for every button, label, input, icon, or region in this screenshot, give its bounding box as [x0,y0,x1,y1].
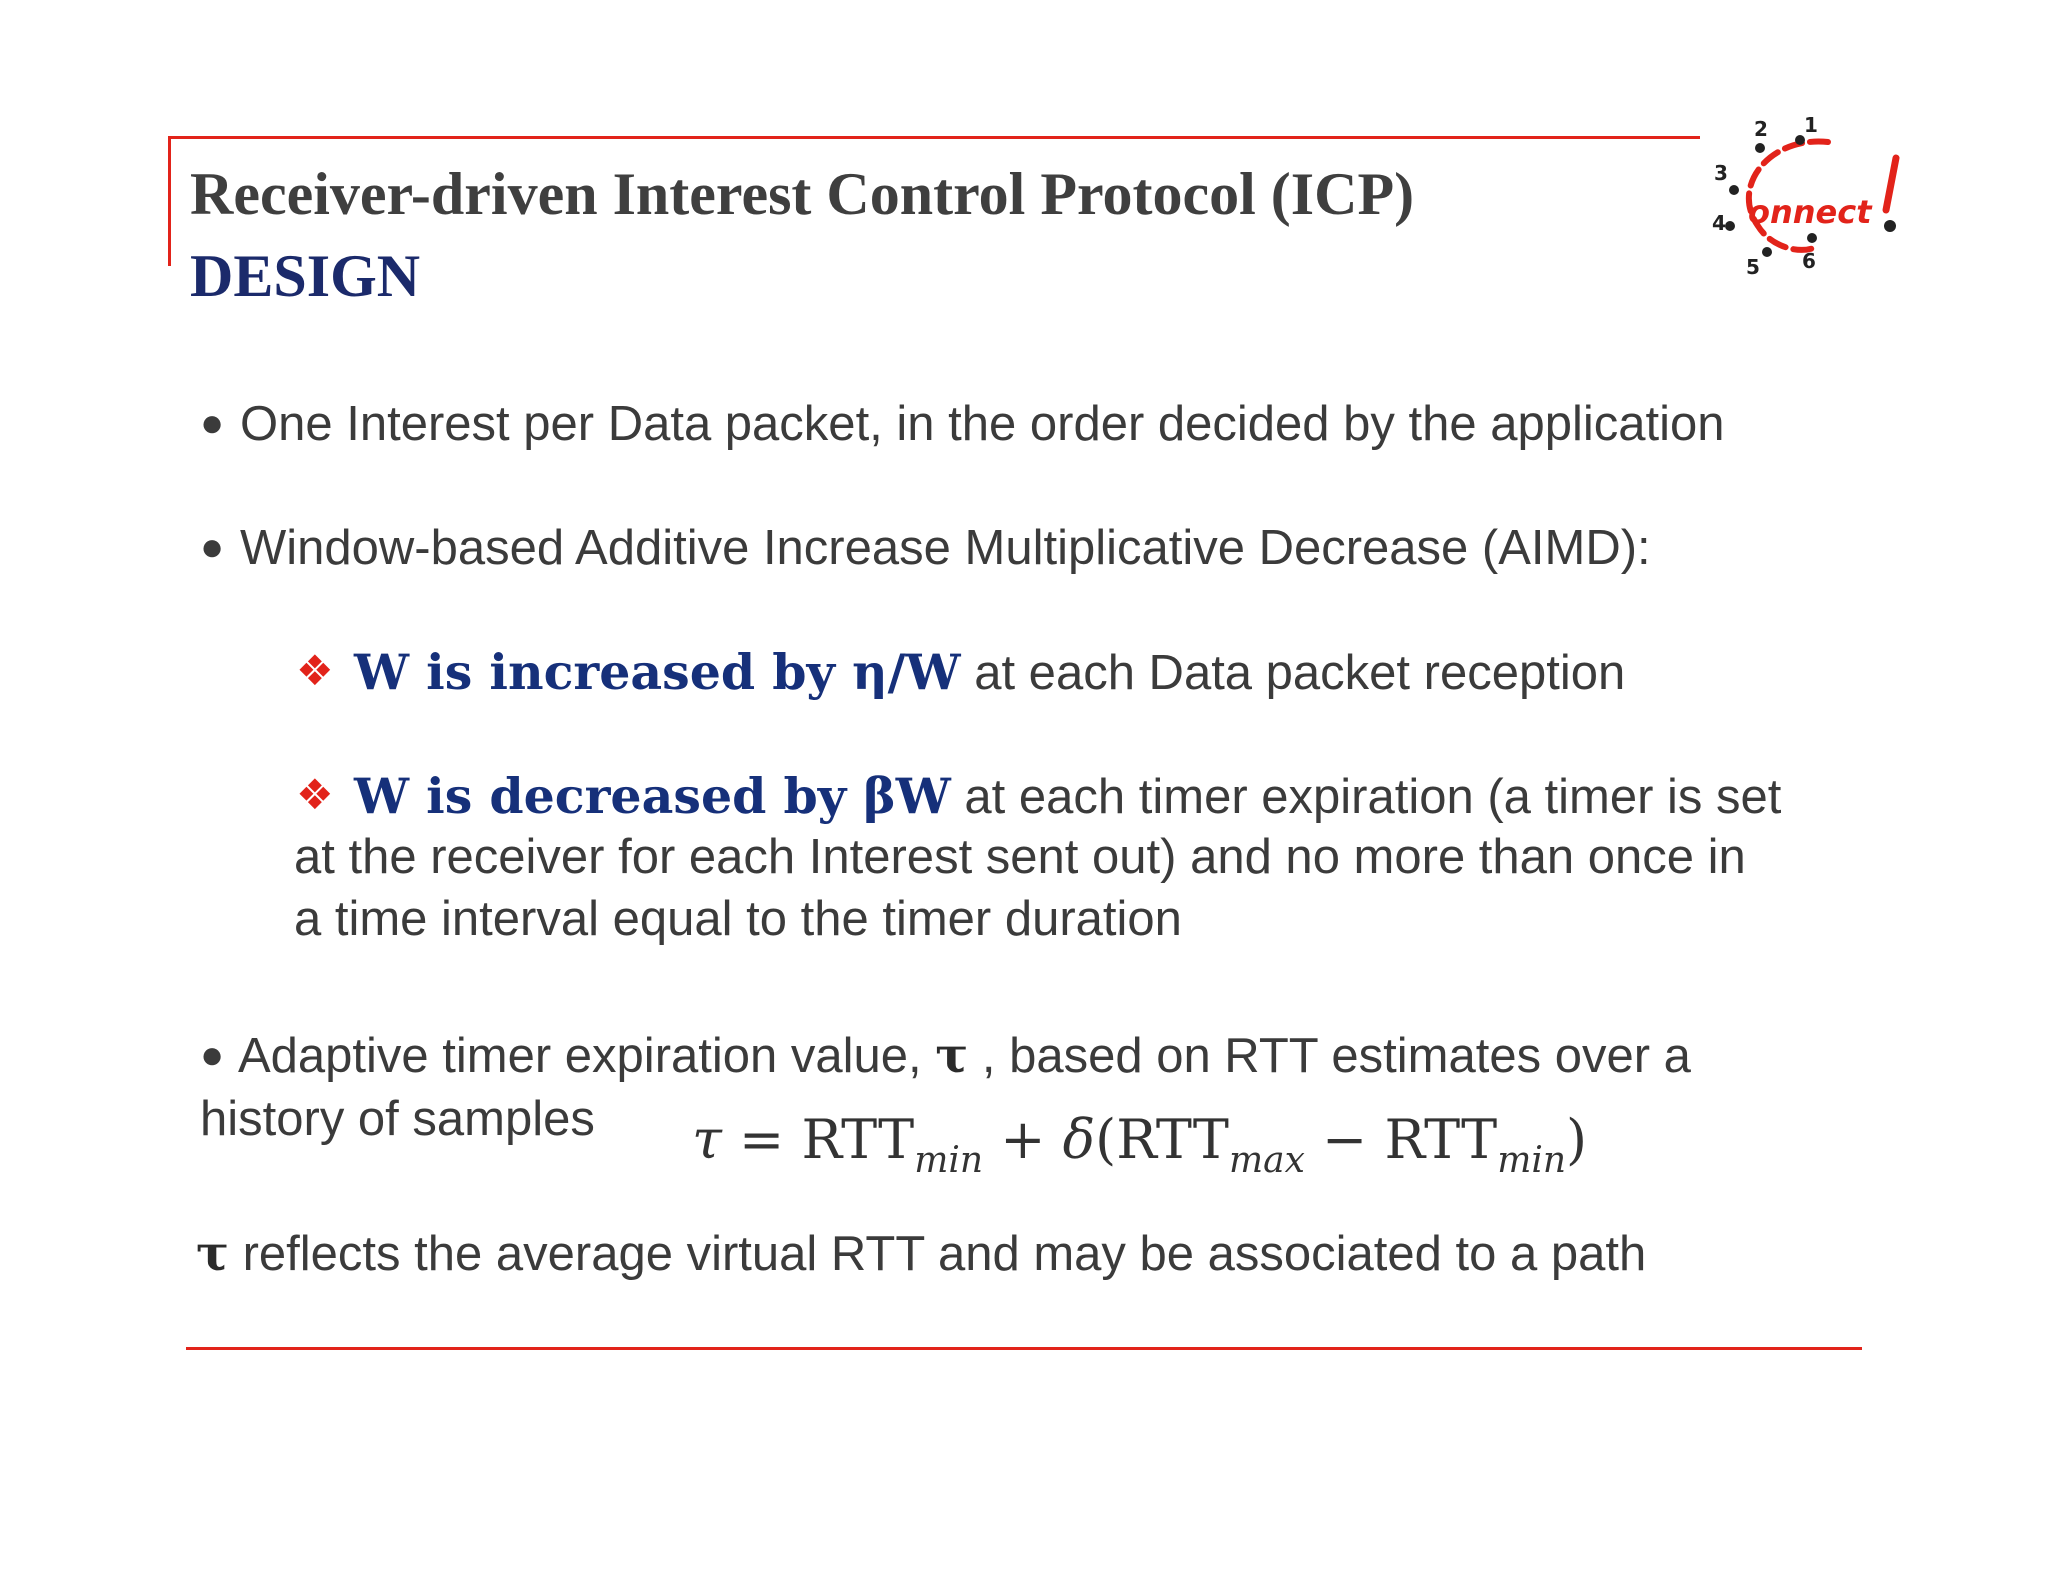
footer-rule [186,1347,1862,1350]
bullet-dot: ● [200,525,225,569]
sub-bullet-text: at each timer expiration (a timer is set [950,770,1782,824]
sub-bullet-text: at each Data packet reception [960,646,1626,700]
header-top-rule [168,136,1701,139]
sub-bullet-emphasis: W is increased by η/W [354,643,961,701]
logo-dot [1725,221,1735,231]
formula-part: ) [1566,1108,1588,1171]
slide-subtitle: DESIGN [190,243,421,309]
logo-number: 6 [1802,249,1816,273]
logo-number: 2 [1754,117,1768,141]
sub-bullet-emphasis: W is decreased by βW [354,767,951,825]
logo-dot [1762,247,1772,257]
tau-note [196,1222,1646,1285]
connect-logo [1700,96,1912,306]
bullet-text: Adaptive timer expiration value, [238,1029,936,1083]
logo-number: 1 [1804,113,1818,137]
formula-lhs: τ [692,1108,722,1171]
formula-subscript: min [914,1140,984,1181]
header-left-rule [168,136,171,266]
tau-symbol: τ [935,1026,969,1084]
formula-part: − RTT [1304,1108,1498,1171]
slide-title: Receiver-driven Interest Control Protocol (ICP) [190,161,1415,227]
sub-bullet-continuation: a time interval equal to the timer duration [294,892,1182,946]
bullet-text: Window-based Additive Increase Multiplicative Decrease (AIMD): [240,521,1651,575]
sub-bullet-continuation: at the receiver for each Interest sent out) and no more than once in [294,830,1746,884]
logo-dot [1729,185,1739,195]
formula-part: + [983,1108,1063,1171]
logo-word: onnect [1748,193,1872,231]
formula-part: (RTT [1095,1108,1229,1171]
logo-dot [1807,233,1817,243]
bullet-item [200,1024,1691,1087]
bullet-continuation: history of samples [200,1092,595,1146]
bullet-text: , based on RTT estimates over a [968,1029,1691,1083]
diamond-bullet-icon: ❖ [296,771,334,818]
bullet-item [200,392,1725,455]
bullet-dot: ● [200,401,225,445]
bullet-text: One Interest per Data packet, in the order decided by the application [240,397,1725,451]
tau-note-text: reflects the average virtual RTT and may be associated to a path [228,1227,1647,1281]
connect-logo-graphic [1700,96,1912,306]
diamond-bullet-icon: ❖ [296,647,334,694]
logo-number: 5 [1746,255,1760,279]
bullet-item [200,516,1651,579]
formula-part: = RTT [721,1108,915,1171]
logo-number: 3 [1714,161,1728,185]
logo-exclamation [1886,158,1896,210]
formula-subscript: min [1497,1140,1567,1181]
sub-bullet-item [296,764,1781,828]
tau-formula [692,1108,1587,1181]
logo-dot [1884,220,1896,232]
sub-bullet-item [296,640,1625,704]
formula-subscript: max [1228,1140,1305,1181]
logo-number: 4 [1712,211,1726,235]
formula-part: δ [1062,1108,1096,1171]
bullet-dot: ● [200,1033,225,1077]
tau-symbol: τ [196,1224,229,1282]
logo-dot [1755,143,1765,153]
